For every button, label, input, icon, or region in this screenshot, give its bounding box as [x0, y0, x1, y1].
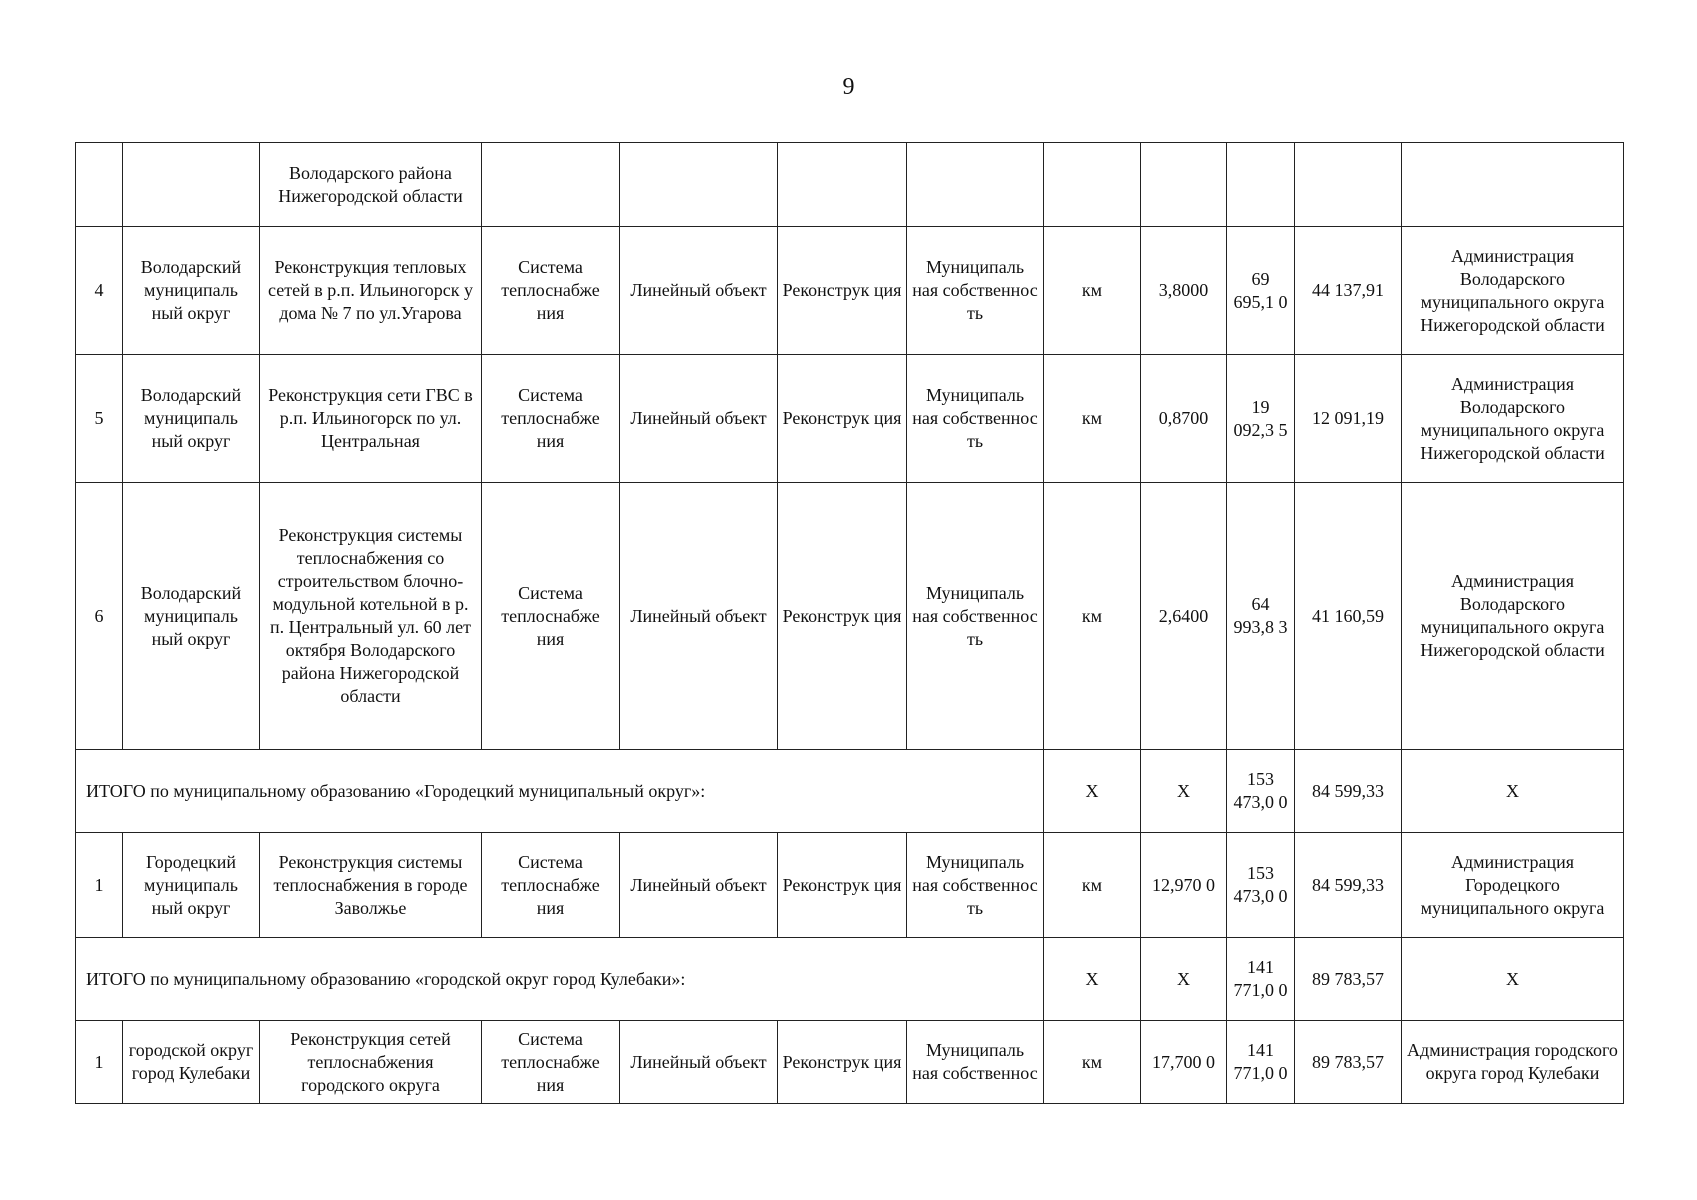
cell-cost-second: 41 160,59 [1295, 483, 1402, 750]
cell-municipality: Володарский муниципаль ный округ [123, 227, 260, 355]
cell-unit: км [1044, 833, 1141, 938]
table-row [76, 227, 1624, 355]
cell-responsible [1402, 143, 1624, 227]
cell-work: Реконструк ция [778, 483, 907, 750]
cell-cost-total: 19 092,3 5 [1227, 355, 1295, 483]
cell-unit: км [1044, 355, 1141, 483]
cell-object: Реконструкция системы теплоснабжения со строительством блочно-модульной котельной в р. п. Центральный ул. 60 лет октября Володарского района Нижегородской области [260, 483, 482, 750]
cell-cost-second: 89 783,57 [1295, 1021, 1402, 1104]
cell-num: 1 [76, 833, 123, 938]
page-number: 9 [842, 74, 855, 100]
cell-ownership: Муниципаль ная собственнос [907, 1021, 1044, 1104]
cell-ownership [907, 143, 1044, 227]
cell-num: 5 [76, 355, 123, 483]
cell-system: Система теплоснабже ния [482, 483, 620, 750]
cell-object: Реконструкция сетей теплоснабжения городского округа [260, 1021, 482, 1104]
total-cost-second: 84 599,33 [1295, 750, 1402, 833]
cell-cost-second [1295, 143, 1402, 227]
cell-cost-total: 141 771,0 0 [1227, 1021, 1295, 1104]
cell-object: Володарского района Нижегородской области [260, 143, 482, 227]
cell-type: Линейный объект [620, 833, 778, 938]
total-responsible: Х [1402, 938, 1624, 1021]
total-label: ИТОГО по муниципальному образованию «городской округ город Кулебаки»: [76, 938, 1044, 1021]
cell-system [482, 143, 620, 227]
cell-num: 1 [76, 1021, 123, 1104]
cell-ownership: Муниципаль ная собственнос ть [907, 483, 1044, 750]
cell-object: Реконструкция сети ГВС в р.п. Ильиногорск по ул. Центральная [260, 355, 482, 483]
table-row [76, 1021, 1624, 1104]
cell-length: 3,8000 [1141, 227, 1227, 355]
cell-length: 12,970 0 [1141, 833, 1227, 938]
cell-cost-second: 12 091,19 [1295, 355, 1402, 483]
cell-length [1141, 143, 1227, 227]
cell-cost-second: 44 137,91 [1295, 227, 1402, 355]
total-length: Х [1141, 938, 1227, 1021]
cell-unit: км [1044, 227, 1141, 355]
cell-municipality: Городецкий муниципаль ный округ [123, 833, 260, 938]
cell-ownership: Муниципаль ная собственнос ть [907, 355, 1044, 483]
cell-length: 2,6400 [1141, 483, 1227, 750]
cell-type [620, 143, 778, 227]
table-row [76, 355, 1624, 483]
cell-work: Реконструк ция [778, 833, 907, 938]
cell-municipality: Володарский муниципаль ный округ [123, 483, 260, 750]
cell-unit: км [1044, 1021, 1141, 1104]
total-row [76, 750, 1624, 833]
total-unit: Х [1044, 750, 1141, 833]
cell-type: Линейный объект [620, 227, 778, 355]
cell-responsible: Администрация Городецкого муниципального округа [1402, 833, 1624, 938]
cell-work [778, 143, 907, 227]
cell-object: Реконструкция тепловых сетей в р.п. Ильиногорск у дома № 7 по ул.Угарова [260, 227, 482, 355]
cell-cost-total: 153 473,0 0 [1227, 833, 1295, 938]
table-row [76, 833, 1624, 938]
cell-cost-total [1227, 143, 1295, 227]
table-row-continuation [76, 143, 1624, 227]
cell-type: Линейный объект [620, 1021, 778, 1104]
total-length: Х [1141, 750, 1227, 833]
cell-responsible: Администрация Володарского муниципального округа Нижегородской области [1402, 227, 1624, 355]
total-cost-total: 141 771,0 0 [1227, 938, 1295, 1021]
table-row [76, 483, 1624, 750]
cell-system: Система теплоснабже ния [482, 833, 620, 938]
cell-ownership: Муниципаль ная собственнос ть [907, 833, 1044, 938]
investment-program-table [75, 142, 1624, 1104]
total-cost-second: 89 783,57 [1295, 938, 1402, 1021]
cell-cost-second: 84 599,33 [1295, 833, 1402, 938]
cell-responsible: Администрация городского округа город Кулебаки [1402, 1021, 1624, 1104]
cell-type: Линейный объект [620, 355, 778, 483]
cell-cost-total: 64 993,8 3 [1227, 483, 1295, 750]
cell-unit [1044, 143, 1141, 227]
cell-num: 6 [76, 483, 123, 750]
cell-cost-total: 69 695,1 0 [1227, 227, 1295, 355]
cell-system: Система теплоснабже ния [482, 1021, 620, 1104]
cell-responsible: Администрация Володарского муниципального округа Нижегородской области [1402, 355, 1624, 483]
cell-object: Реконструкция системы теплоснабжения в городе Заволжье [260, 833, 482, 938]
cell-num: 4 [76, 227, 123, 355]
cell-responsible: Администрация Володарского муниципального округа Нижегородской области [1402, 483, 1624, 750]
cell-municipality: городской округ город Кулебаки [123, 1021, 260, 1104]
cell-num [76, 143, 123, 227]
cell-system: Система теплоснабже ния [482, 355, 620, 483]
cell-length: 17,700 0 [1141, 1021, 1227, 1104]
cell-municipality [123, 143, 260, 227]
cell-municipality: Володарский муниципаль ный округ [123, 355, 260, 483]
cell-work: Реконструк ция [778, 1021, 907, 1104]
cell-length: 0,8700 [1141, 355, 1227, 483]
total-row [76, 938, 1624, 1021]
cell-ownership: Муниципаль ная собственнос ть [907, 227, 1044, 355]
cell-work: Реконструк ция [778, 227, 907, 355]
total-cost-total: 153 473,0 0 [1227, 750, 1295, 833]
cell-unit: км [1044, 483, 1141, 750]
cell-work: Реконструк ция [778, 355, 907, 483]
total-responsible: Х [1402, 750, 1624, 833]
cell-system: Система теплоснабже ния [482, 227, 620, 355]
total-label: ИТОГО по муниципальному образованию «Городецкий муниципальный округ»: [76, 750, 1044, 833]
cell-type: Линейный объект [620, 483, 778, 750]
total-unit: Х [1044, 938, 1141, 1021]
